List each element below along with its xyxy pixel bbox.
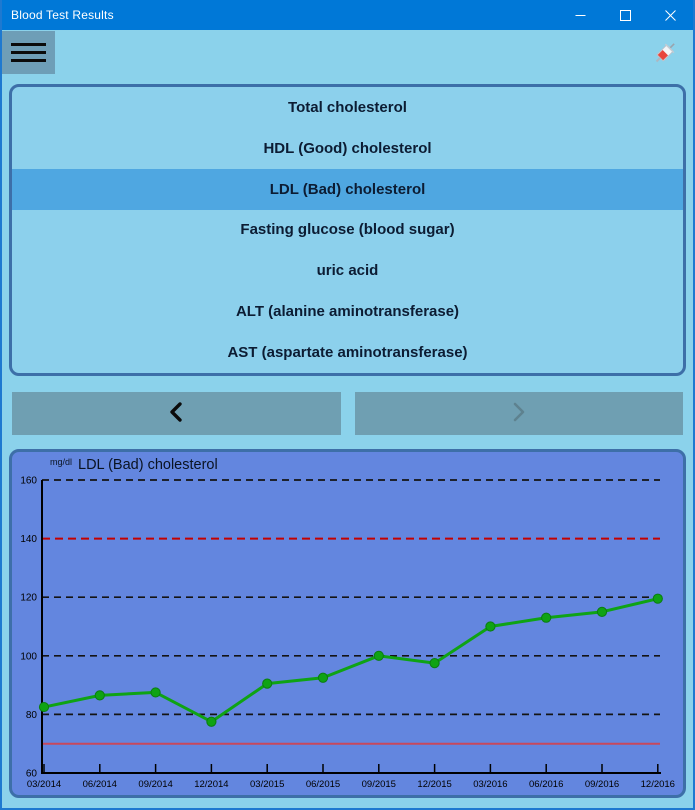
y-tick-label: 120 bbox=[20, 592, 37, 604]
x-tick-label: 06/2014 bbox=[82, 779, 117, 790]
data-point bbox=[318, 673, 327, 682]
y-tick-label: 160 bbox=[20, 475, 37, 487]
ldl-cholesterol-line-chart bbox=[12, 452, 685, 795]
x-tick-label: 03/2014 bbox=[26, 779, 62, 790]
data-point bbox=[263, 679, 272, 688]
data-point bbox=[430, 659, 439, 668]
maximize-icon bbox=[620, 10, 631, 21]
window-controls bbox=[558, 0, 693, 30]
window-title: Blood Test Results bbox=[11, 8, 114, 22]
app-header bbox=[2, 30, 693, 84]
chart-panel bbox=[9, 449, 686, 798]
data-point bbox=[151, 688, 160, 697]
x-tick-label: 12/2015 bbox=[417, 779, 452, 790]
test-item[interactable]: Total cholesterol bbox=[288, 98, 407, 116]
x-tick-label: 09/2016 bbox=[584, 779, 620, 790]
test-item[interactable]: AST (aspartate aminotransferase) bbox=[227, 344, 468, 362]
chevron-right-icon bbox=[510, 401, 528, 426]
x-tick-label: 03/2015 bbox=[250, 779, 285, 790]
data-point bbox=[486, 622, 495, 631]
x-tick-label: 06/2016 bbox=[529, 779, 564, 790]
test-item[interactable]: HDL (Good) cholesterol bbox=[263, 139, 432, 157]
chart-title: LDL (Bad) cholesterol bbox=[78, 457, 218, 473]
data-point bbox=[207, 717, 216, 726]
y-tick-label: 60 bbox=[25, 768, 37, 780]
test-item[interactable]: ALT (alanine aminotransferase) bbox=[235, 303, 460, 321]
hamburger-menu-button[interactable] bbox=[2, 31, 55, 74]
x-tick-label: 06/2015 bbox=[305, 779, 341, 790]
maximize-button[interactable] bbox=[603, 0, 648, 30]
y-tick-label: 140 bbox=[20, 534, 37, 546]
minimize-button[interactable] bbox=[558, 0, 603, 30]
test-type-list bbox=[9, 84, 686, 376]
close-icon bbox=[665, 10, 676, 21]
chevron-left-icon bbox=[167, 401, 185, 426]
data-point bbox=[95, 691, 104, 700]
x-tick-label: 03/2016 bbox=[473, 779, 508, 790]
test-item[interactable]: uric acid bbox=[316, 262, 379, 280]
next-period-button[interactable] bbox=[355, 392, 684, 435]
data-point bbox=[542, 613, 551, 622]
window-titlebar bbox=[2, 0, 693, 30]
x-tick-label: 09/2014 bbox=[138, 779, 173, 790]
chart-unit-label: mg/dl bbox=[50, 457, 73, 467]
chart-navigation bbox=[12, 392, 683, 435]
test-item[interactable]: Fasting glucose (blood sugar) bbox=[240, 221, 455, 239]
data-point bbox=[374, 651, 383, 660]
data-point bbox=[597, 607, 606, 616]
y-tick-label: 100 bbox=[20, 651, 37, 663]
x-tick-label: 12/2016 bbox=[640, 779, 675, 790]
x-tick-label: 12/2014 bbox=[194, 779, 229, 790]
data-point bbox=[653, 594, 662, 603]
close-button[interactable] bbox=[648, 0, 693, 30]
x-tick-label: 09/2015 bbox=[361, 779, 396, 790]
series-line bbox=[44, 599, 658, 722]
minimize-icon bbox=[575, 10, 586, 21]
data-point bbox=[39, 702, 48, 711]
previous-period-button[interactable] bbox=[12, 392, 341, 435]
syringe-icon bbox=[650, 38, 680, 68]
test-item[interactable]: LDL (Bad) cholesterol bbox=[12, 169, 683, 210]
y-tick-label: 80 bbox=[25, 709, 37, 721]
